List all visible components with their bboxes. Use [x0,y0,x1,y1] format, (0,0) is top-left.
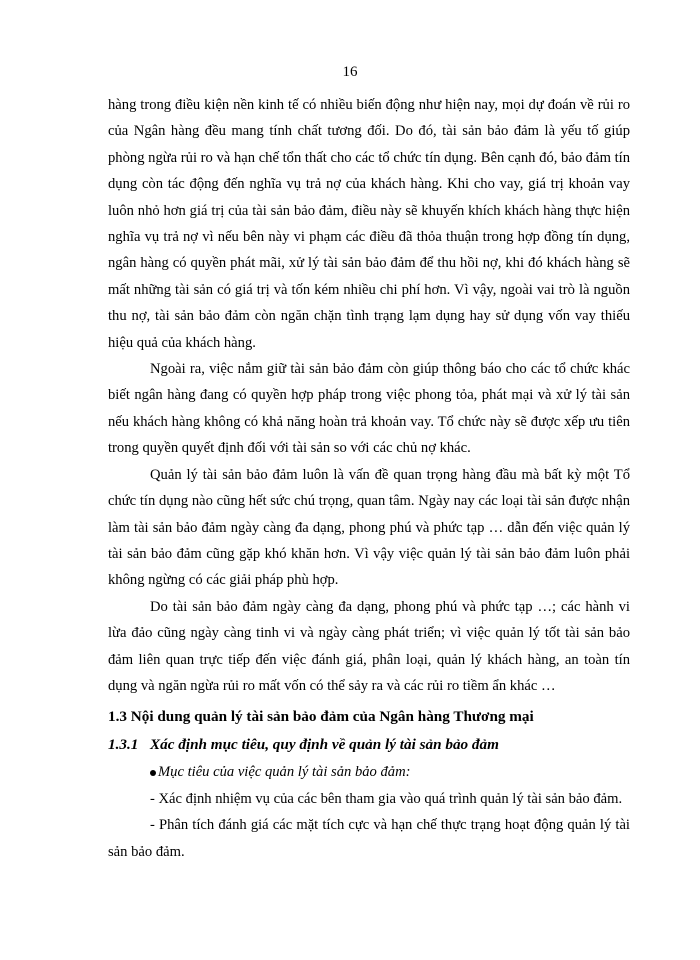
document-body [108,92,630,865]
bullet-heading [108,759,630,785]
paragraph-diverse-assets: Do tài sản bảo đảm ngày càng đa dạng, phong phú và phức tạp …; các hành vi lừa đảo cũng ngày càng tinh vi và ngày càng phát triển; vì việc quản lý tốt tài sản bảo đảm liên quan trực tiếp đến việc đánh giá, phân loại, quản lý khách hàng, an toàn tín dụng và ngăn ngừa rủi ro mất vốn có thể sảy ra và các rủi ro tiềm ẩn khác … [108,598,630,694]
subsection-title: Xác định mục tiêu, quy định về quản lý tài sản bảo đảm [150,736,499,754]
list-item: - Phân tích đánh giá các mặt tích cực và hạn chế thực trạng hoạt động quản lý tài sản bảo đảm. [108,817,630,860]
paragraph-intro-continued: hàng trong điều kiện nền kinh tế có nhiều biến động như hiện nay, mọi dự đoán về rủi ro của Ngân hàng đều mang tính chất tương đối. Do đó, tài sản bảo đảm là yếu tố giúp phòng ngừa rủi ro và hạn chế tổn thất cho các tổ chức tín dụng. Bên cạnh đó, bảo đảm tín dụng còn tác động đến nghĩa vụ trả nợ của khách hàng. Khi cho vay, giá trị khoản vay luôn nhỏ hơn giá trị của tài sản bảo đảm, điều này sẽ khuyến khích khách hàng thực hiện nghĩa vụ trả nợ vì nếu bên này vi phạm các điều đã thỏa thuận trong hợp đồng tín dụng, ngân hàng có quyền phát mãi, xử lý tài sản bảo đảm để thu hồi nợ, khi đó khách hàng sẽ mất những tài sản có giá trị và tốn kém nhiều chi phí hơn. Vì vậy, ngoài vai trò là nguồn thu nợ, tài sản bảo đảm còn ngăn chặn tình trạng lạm dụng hay sử dụng vốn vay thiếu hiệu quả của khách hàng. [108,97,630,351]
section-heading: 1.3 Nội dung quản lý tài sản bảo đảm của Ngân hàng Thương mại [108,708,534,726]
list-item: - Xác định nhiệm vụ của các bên tham gia vào quá trình quản lý tài sản bảo đảm. [150,790,623,807]
paragraph-notification-role: Ngoài ra, việc nắm giữ tài sản bảo đảm còn giúp thông báo cho các tổ chức khác biết ngân hàng đang có quyền hợp pháp trong việc phong tỏa, phát mại và xử lý tài sản nếu khách hàng không có khả năng hoàn trả khoản vay. Tổ chức này sẽ được xếp ưu tiên trong quyền quyết định đối với tài sản so với các chủ nợ khác. [108,361,630,457]
subsection-heading [108,731,630,759]
bullet-heading-text: Mục tiêu của việc quản lý tài sản bảo đảm: [158,764,411,781]
subsection-number: 1.3.1 [108,736,139,754]
paragraph-management-importance: Quản lý tài sản bảo đảm luôn là vấn đề quan trọng hàng đầu mà bất kỳ một Tổ chức tín dụng nào cũng hết sức chú trọng, quan tâm. Ngày nay các loại tài sản được nhận làm tài sản bảo đảm ngày càng đa dạng, phong phú và phức tạp … dẫn đến việc quản lý tài sản bảo đảm cũng gặp khó khăn hơn. Vì vậy việc quản lý tài sản bảo đảm luôn phải không ngừng có các giải pháp phù hợp. [108,466,630,589]
page-number: 16 [342,64,358,80]
bullet-icon [150,770,156,776]
